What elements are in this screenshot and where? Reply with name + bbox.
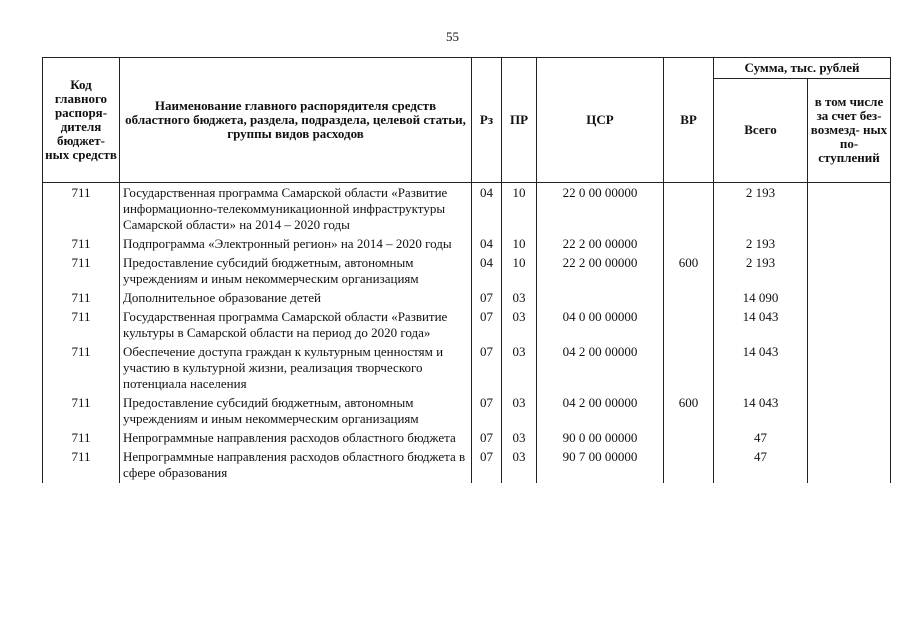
row-code: 711 (43, 183, 120, 236)
row-rz: 07 (472, 429, 502, 448)
row-name: Обеспечение доступа граждан к культурным ценностям и участию в культурной жизни, реализация творческого потенциала населения (120, 343, 472, 394)
header-name: Наименование главного распорядителя средств областного бюджета, раздела, подраздела, целевой статьи, группы видов расходов (120, 58, 472, 183)
row-rz: 07 (472, 308, 502, 343)
row-free (808, 429, 891, 448)
row-vr (664, 183, 714, 236)
row-rz: 04 (472, 235, 502, 254)
row-code: 711 (43, 289, 120, 308)
header-csr: ЦСР (537, 58, 664, 183)
row-rz: 07 (472, 448, 502, 483)
row-name: Непрограммные направления расходов областного бюджета в сфере образования (120, 448, 472, 483)
header-code: Код главного распоря- дителя бюджет- ных средств (43, 58, 120, 183)
row-vr (664, 448, 714, 483)
row-free (808, 394, 891, 429)
page-number: 55 (446, 29, 459, 44)
header-total: Всего (714, 79, 808, 183)
row-vr: 600 (664, 394, 714, 429)
row-total: 14 043 (714, 308, 808, 343)
row-csr: 90 7 00 00000 (537, 448, 664, 483)
table-row (43, 394, 891, 429)
row-total: 47 (714, 448, 808, 483)
table-body (43, 183, 891, 484)
row-rz: 04 (472, 183, 502, 236)
table-row (43, 308, 891, 343)
row-vr (664, 343, 714, 394)
row-pr: 03 (502, 429, 537, 448)
row-name: Государственная программа Самарской области «Развитие культуры в Самарской области на период до 2020 года» (120, 308, 472, 343)
table-row (43, 289, 891, 308)
row-csr: 04 2 00 00000 (537, 394, 664, 429)
row-vr (664, 235, 714, 254)
row-vr (664, 429, 714, 448)
row-name: Непрограммные направления расходов областного бюджета (120, 429, 472, 448)
header-pr: ПР (502, 58, 537, 183)
row-pr: 10 (502, 235, 537, 254)
row-name: Предоставление субсидий бюджетным, автономным учреждениям и иным некоммерческим организациям (120, 394, 472, 429)
row-free (808, 343, 891, 394)
row-name: Дополнительное образование детей (120, 289, 472, 308)
row-total: 2 193 (714, 254, 808, 289)
table-row (43, 235, 891, 254)
table-row (43, 183, 891, 236)
row-free (808, 448, 891, 483)
row-total: 2 193 (714, 235, 808, 254)
budget-table (42, 57, 891, 483)
row-pr: 03 (502, 448, 537, 483)
row-free (808, 254, 891, 289)
table-row (43, 343, 891, 394)
row-pr: 03 (502, 308, 537, 343)
header-sum: Сумма, тыс. рублей (714, 58, 891, 79)
table-row (43, 448, 891, 483)
row-pr: 03 (502, 343, 537, 394)
header-vr: ВР (664, 58, 714, 183)
row-rz: 07 (472, 394, 502, 429)
row-total: 14 090 (714, 289, 808, 308)
row-name: Подпрограмма «Электронный регион» на 2014 – 2020 годы (120, 235, 472, 254)
row-total: 14 043 (714, 394, 808, 429)
row-vr (664, 289, 714, 308)
row-code: 711 (43, 448, 120, 483)
row-name: Государственная программа Самарской области «Развитие информационно-телекоммуникационной инфраструктуры Самарской области» на 2014 – 2020 годы (120, 183, 472, 236)
row-csr (537, 289, 664, 308)
row-csr: 04 2 00 00000 (537, 343, 664, 394)
row-rz: 07 (472, 343, 502, 394)
row-code: 711 (43, 429, 120, 448)
row-csr: 90 0 00 00000 (537, 429, 664, 448)
row-free (808, 289, 891, 308)
header-rz: Рз (472, 58, 502, 183)
row-free (808, 235, 891, 254)
row-code: 711 (43, 235, 120, 254)
row-pr: 10 (502, 183, 537, 236)
row-pr: 03 (502, 289, 537, 308)
row-code: 711 (43, 308, 120, 343)
row-csr: 22 0 00 00000 (537, 183, 664, 236)
row-csr: 04 0 00 00000 (537, 308, 664, 343)
row-pr: 03 (502, 394, 537, 429)
row-csr: 22 2 00 00000 (537, 254, 664, 289)
row-free (808, 183, 891, 236)
row-pr: 10 (502, 254, 537, 289)
row-total: 14 043 (714, 343, 808, 394)
row-vr (664, 308, 714, 343)
table-row (43, 254, 891, 289)
row-csr: 22 2 00 00000 (537, 235, 664, 254)
row-rz: 07 (472, 289, 502, 308)
row-code: 711 (43, 254, 120, 289)
row-rz: 04 (472, 254, 502, 289)
row-free (808, 308, 891, 343)
row-total: 2 193 (714, 183, 808, 236)
row-code: 711 (43, 343, 120, 394)
header-free: в том числе за счет без- возмезд- ных по- ступлений (808, 79, 891, 183)
row-code: 711 (43, 394, 120, 429)
row-vr: 600 (664, 254, 714, 289)
table-row (43, 429, 891, 448)
row-name: Предоставление субсидий бюджетным, автономным учреждениям и иным некоммерческим организациям (120, 254, 472, 289)
row-total: 47 (714, 429, 808, 448)
